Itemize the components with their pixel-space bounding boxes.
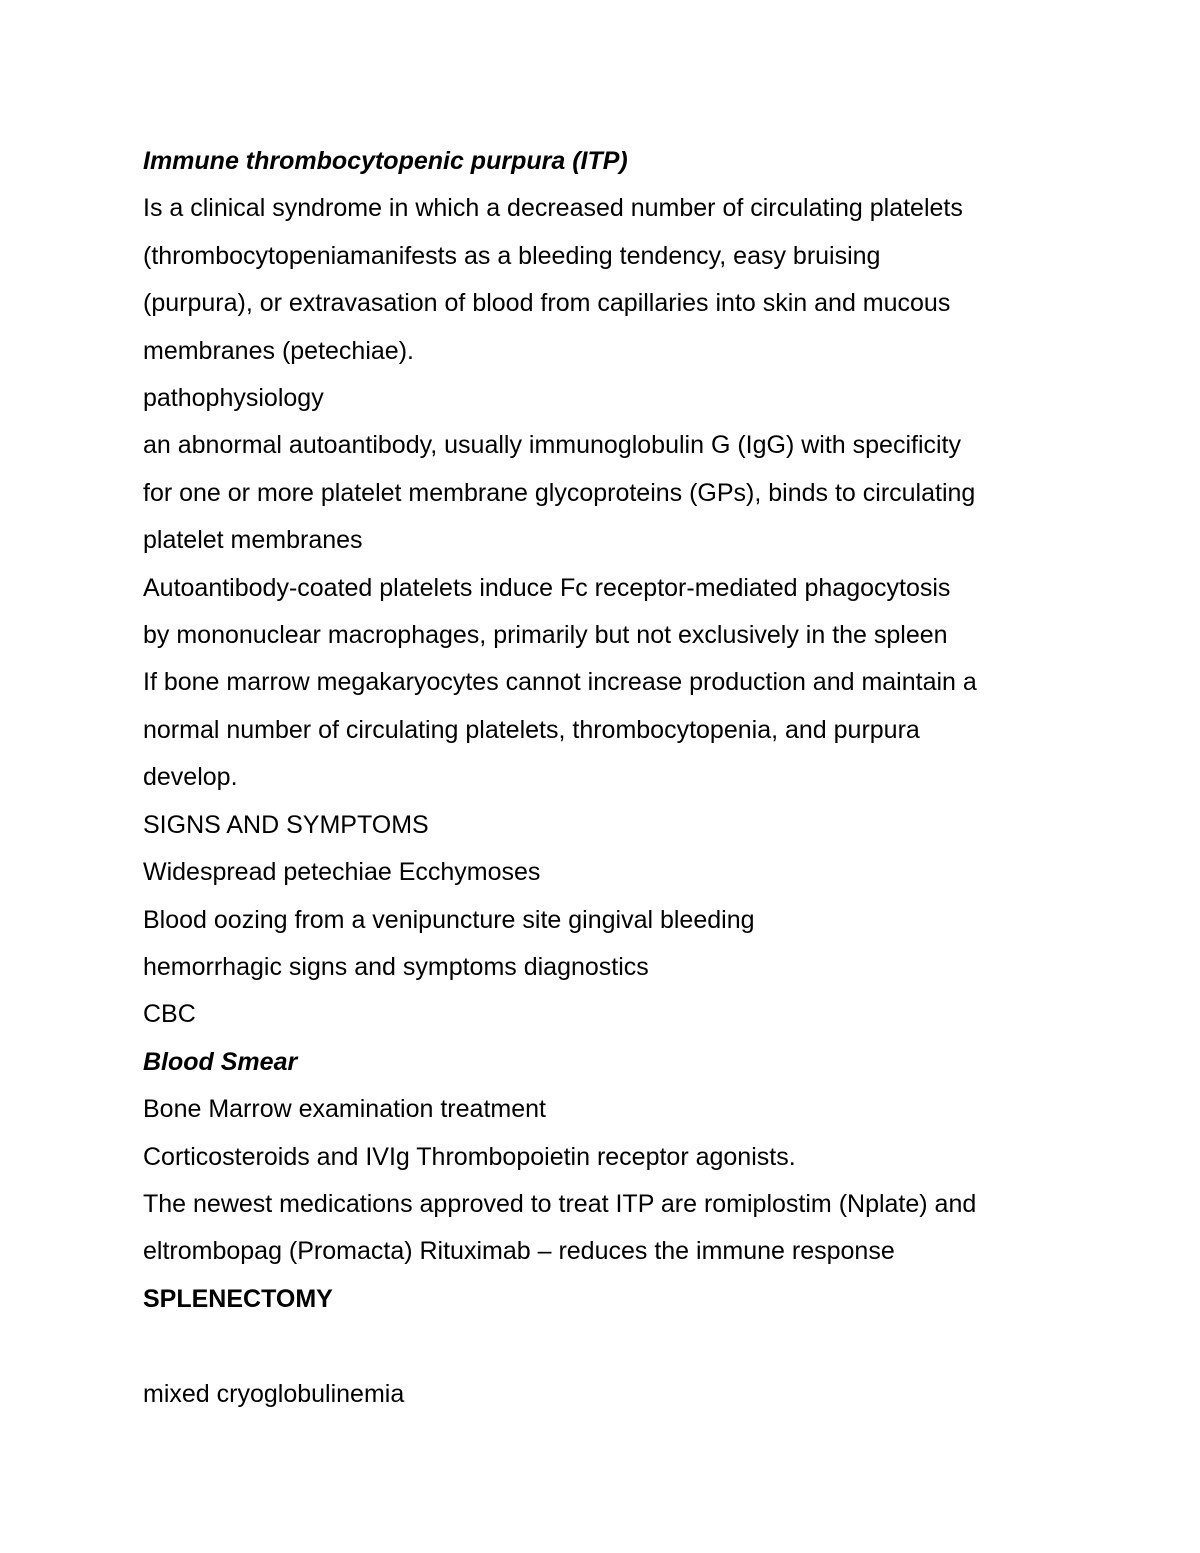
signs-line: CBC	[143, 1000, 196, 1029]
blank-line	[143, 1323, 1083, 1370]
definition-line: Is a clinical syndrome in which a decreased number of circulating platelets	[143, 194, 963, 223]
treatment-line: Bone Marrow examination treatment	[143, 1095, 546, 1124]
signs-line: hemorrhagic signs and symptoms diagnostics	[143, 952, 649, 981]
definition-line: (purpura), or extravasation of blood from capillaries into skin and mucous	[143, 289, 951, 318]
treatment-line: The newest medications approved to treat ITP are romiplostim (Nplate) and	[143, 1189, 977, 1218]
pathophysiology-line: If bone marrow megakaryocytes cannot increase production and maintain a	[143, 668, 977, 697]
definition-line: membranes (petechiae).	[143, 336, 414, 365]
pathophysiology-line: platelet membranes	[143, 526, 363, 555]
pathophysiology-line: an abnormal autoantibody, usually immunoglobulin G (IgG) with specificity	[143, 431, 961, 460]
pathophysiology-line: normal number of circulating platelets, thrombocytopenia, and purpura	[143, 715, 920, 744]
document-body	[143, 138, 1083, 1418]
pathophysiology-line: by mononuclear macrophages, primarily but not exclusively in the spleen	[143, 621, 948, 650]
signs-line: Widespread petechiae Ecchymoses	[143, 858, 541, 887]
document-title: Immune thrombocytopenic purpura (ITP)	[143, 147, 628, 175]
signs-heading: SIGNS AND SYMPTOMS	[143, 810, 429, 839]
splenectomy-heading: SPLENECTOMY	[143, 1284, 333, 1313]
pathophysiology-line: develop.	[143, 763, 238, 792]
treatment-line: eltrombopag (Promacta) Rituximab – reduces the immune response	[143, 1237, 895, 1266]
closing-line: mixed cryoglobulinemia	[143, 1379, 405, 1408]
definition-line: (thrombocytopeniamanifests as a bleeding tendency, easy bruising	[143, 241, 881, 270]
pathophysiology-heading: pathophysiology	[143, 384, 324, 413]
blood-smear-heading: Blood Smear	[143, 1047, 298, 1076]
treatment-line: Corticosteroids and IVIg Thrombopoietin receptor agonists.	[143, 1142, 796, 1171]
pathophysiology-line: for one or more platelet membrane glycoproteins (GPs), binds to circulating	[143, 478, 976, 507]
signs-line: Blood oozing from a venipuncture site gingival bleeding	[143, 905, 755, 934]
pathophysiology-line: Autoantibody-coated platelets induce Fc receptor-mediated phagocytosis	[143, 573, 951, 602]
